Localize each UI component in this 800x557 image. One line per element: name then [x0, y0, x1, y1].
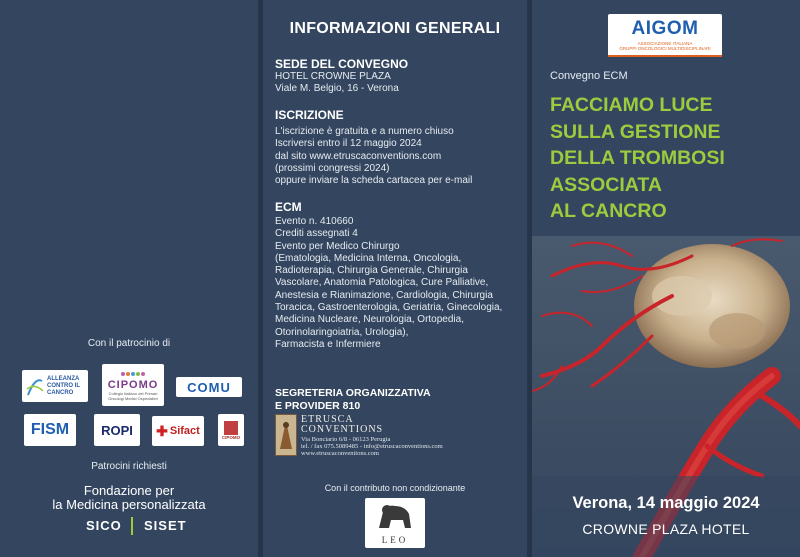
event-date: Verona, 14 maggio 2024	[572, 494, 760, 512]
comu-logo: COMU	[176, 377, 242, 397]
ecm-heading: ECM	[275, 200, 302, 214]
lion-icon	[365, 498, 425, 536]
headline-line: AL CANCRO	[550, 200, 667, 222]
etrusca-website: www.etruscaconventions.com	[301, 450, 379, 457]
patrocini-richiesti-label: Patrocini richiesti	[91, 461, 167, 472]
sico-divider	[131, 517, 133, 535]
aigom-logo	[608, 14, 722, 56]
leo-wordmark: LEO	[381, 535, 409, 545]
etrusca-name-line2: CONVENTIONS	[301, 424, 384, 435]
sede-heading: SEDE DEL CONVEGNO	[275, 57, 409, 71]
siset-label: SISET	[144, 518, 187, 533]
etrusca-contacts: tel. / fax 075.5089485 - info@etruscaconventions.com	[301, 443, 443, 450]
middle-panel	[263, 0, 527, 557]
leo-logo	[365, 498, 425, 548]
sede-text: HOTEL CROWNE PLAZA Viale M. Belgio, 16 - Verona	[275, 71, 399, 95]
cipomo-logo: CIPOMO Collegio Italiano dei Primari Oncologi Medici Ospedalieri	[102, 364, 164, 406]
left-panel	[0, 0, 258, 557]
ropi-logo: ROPI	[94, 414, 140, 446]
aigom-sub2: GRUPPI ONCOLOGICI MULTIDISCIPLINARI	[619, 46, 711, 51]
aigom-accent-bar	[608, 55, 722, 57]
fondazione-line1: Fondazione per	[83, 483, 175, 498]
headline-line: FACCIAMO LUCE	[550, 94, 713, 116]
event-hotel: CROWNE PLAZA HOTEL	[582, 521, 750, 537]
sico-label: SICO	[86, 518, 122, 533]
ecm-text: Evento n. 410660 Crediti assegnati 4 Evento per Medico Chirurgo (Ematologia, Medicina Interna, Oncologia, Radioterapia, Chirurgia Generale, Chirurgia Vascolare, Anatomia Patologica, Cure Palliative, Anestesia e Rianimazione, Cardiologia, Chirurgia Toracica, Gastroenterologia, Geriatria, Ginecologia, Medicina Nucleare, Neurologia, Ortopedia, Otorinolaringoiatria, Urologia), Farmacista e Infermiere	[275, 216, 503, 350]
iscrizione-heading: ISCRIZIONE	[275, 108, 344, 122]
headline	[550, 92, 795, 225]
contributo-label: Con il contributo non condizionante	[324, 483, 466, 493]
headline-line: DELLA TROMBOSI	[550, 147, 725, 169]
fondazione-line2: la Medicina personalizzata	[52, 497, 206, 512]
etrusca-conventions-logo	[275, 414, 515, 456]
convegno-label: Convegno ECM	[550, 70, 628, 82]
sifact-logo: ✚ Sifact	[152, 416, 204, 446]
iscrizione-text: L'iscrizione è gratuita e a numero chiuso Iscriversi entro il 12 maggio 2024 dal sito www.etruscaconventions.com (prossimi congressi 2024) oppure inviare la scheda cartacea per e-mail	[275, 126, 473, 187]
etrusca-address: Via Bonciario 6/8 - 06123 Perugia	[301, 436, 391, 443]
page-title: INFORMAZIONI GENERALI	[289, 20, 501, 37]
headline-line: SULLA GESTIONE	[550, 120, 721, 143]
patrocinio-label: Con il patrocinio di	[87, 338, 171, 349]
aigom-sub1: ASSOCIAZIONE ITALIANA	[637, 41, 693, 46]
fism-logo: FISM	[24, 414, 76, 446]
right-panel	[532, 0, 800, 557]
cipomo-small-logo: CIPOMO	[218, 414, 244, 446]
segreteria-heading: SEGRETERIA ORGANIZZATIVA E PROVIDER 810	[275, 387, 431, 412]
etrusca-name-line1: ETRUSCA	[301, 414, 354, 425]
alleanza-contro-il-cancro-logo: ALLEANZA CONTRO IL CANCRO	[22, 370, 88, 402]
aigom-title: AIGOM	[631, 18, 699, 39]
headline-line: ASSOCIATA	[550, 173, 662, 196]
etrusca-emblem-icon	[275, 414, 297, 456]
